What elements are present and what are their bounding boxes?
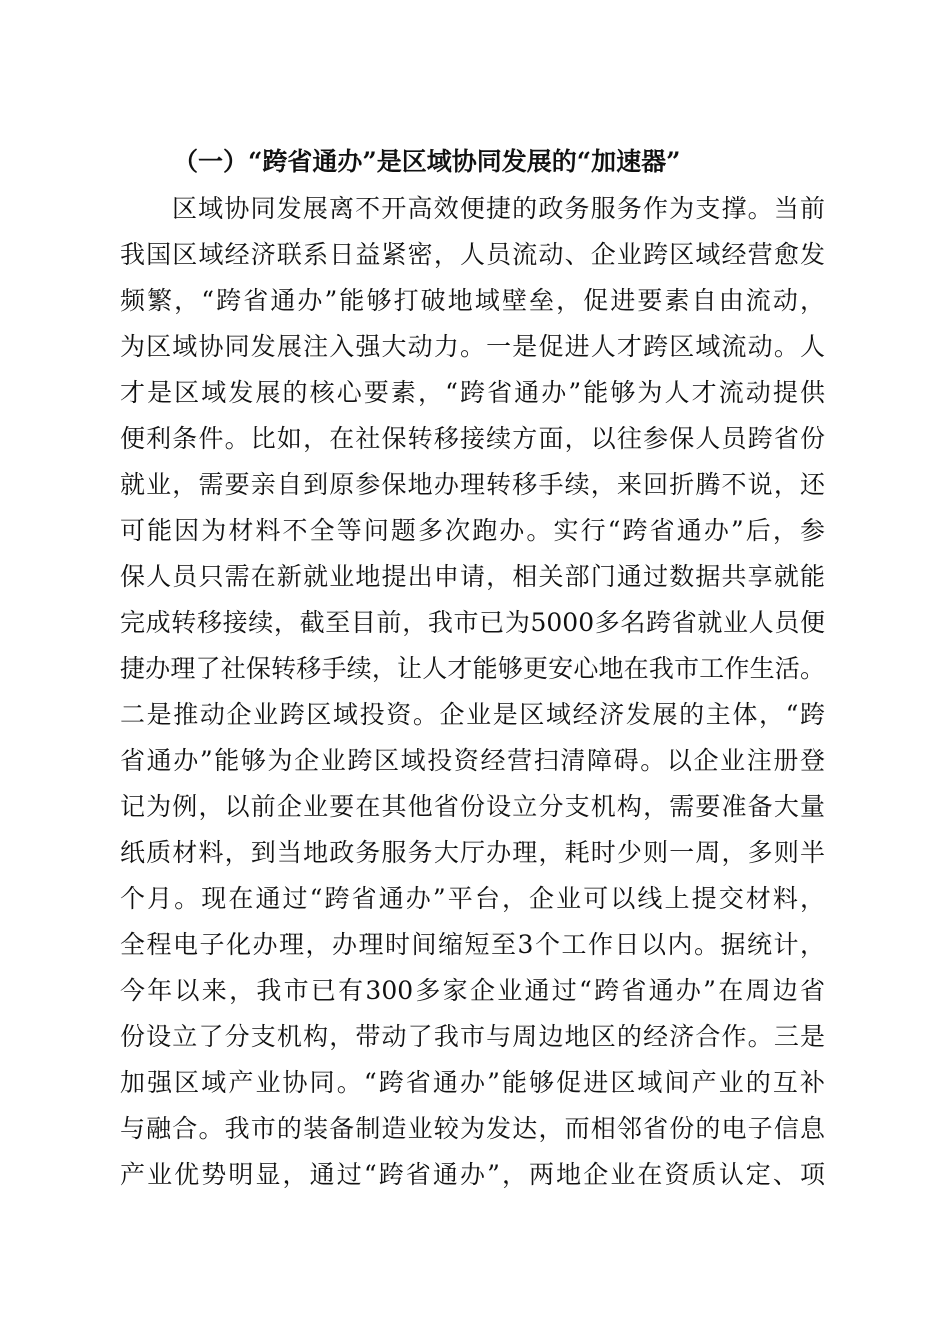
section-heading: （一）“跨省通办”是区域协同发展的“加速器” bbox=[173, 147, 681, 176]
paragraph-line: 我国区域经济联系日益紧密，人员流动、企业跨区域经营愈发 bbox=[120, 240, 825, 269]
paragraph-line: 捷办理了社保转移手续，让人才能够更安心地在我市工作生活。 bbox=[120, 654, 825, 683]
paragraph-line: 为区域协同发展注入强大动力。一是促进人才跨区域流动。人 bbox=[120, 332, 825, 361]
paragraph-line: 今年以来，我市已有300多家企业通过“跨省通办”在周边省 bbox=[120, 976, 825, 1005]
paragraph-line: 可能因为材料不全等问题多次跑办。实行“跨省通办”后，参 bbox=[120, 516, 825, 545]
paragraph-line: 份设立了分支机构，带动了我市与周边地区的经济合作。三是 bbox=[120, 1022, 825, 1051]
paragraph-line: 完成转移接续，截至目前，我市已为5000多名跨省就业人员便 bbox=[120, 608, 825, 637]
paragraph-line: 与融合。我市的装备制造业较为发达，而相邻省份的电子信息 bbox=[120, 1114, 825, 1143]
paragraph-line: 省通办”能够为企业跨区域投资经营扫清障碍。以企业注册登 bbox=[120, 746, 825, 775]
paragraph-line: 个月。现在通过“跨省通办”平台，企业可以线上提交材料， bbox=[120, 884, 825, 913]
paragraph-line: 纸质材料，到当地政务服务大厅办理，耗时少则一周，多则半 bbox=[120, 838, 825, 867]
paragraph-line: 记为例，以前企业要在其他省份设立分支机构，需要准备大量 bbox=[120, 792, 825, 821]
paragraph-line: 频繁，“跨省通办”能够打破地域壁垒，促进要素自由流动， bbox=[120, 286, 825, 315]
paragraph-line: 才是区域发展的核心要素，“跨省通办”能够为人才流动提供 bbox=[120, 378, 825, 407]
paragraph-line: 产业优势明显，通过“跨省通办”，两地企业在资质认定、项 bbox=[120, 1160, 825, 1189]
paragraph-line: 加强区域产业协同。“跨省通办”能够促进区域间产业的互补 bbox=[120, 1068, 825, 1097]
paragraph-line: 全程电子化办理，办理时间缩短至3个工作日以内。据统计， bbox=[120, 930, 825, 959]
body-paragraph bbox=[120, 186, 825, 1198]
paragraph-line: 就业，需要亲自到原参保地办理转移手续，来回折腾不说，还 bbox=[120, 470, 825, 499]
paragraph-line: 保人员只需在新就业地提出申请，相关部门通过数据共享就能 bbox=[120, 562, 825, 591]
paragraph-line: 二是推动企业跨区域投资。企业是区域经济发展的主体，“跨 bbox=[120, 700, 825, 729]
paragraph-line: 便利条件。比如，在社保转移接续方面，以往参保人员跨省份 bbox=[120, 424, 825, 453]
paragraph-line: 区域协同发展离不开高效便捷的政务服务作为支撑。当前 bbox=[172, 194, 825, 223]
